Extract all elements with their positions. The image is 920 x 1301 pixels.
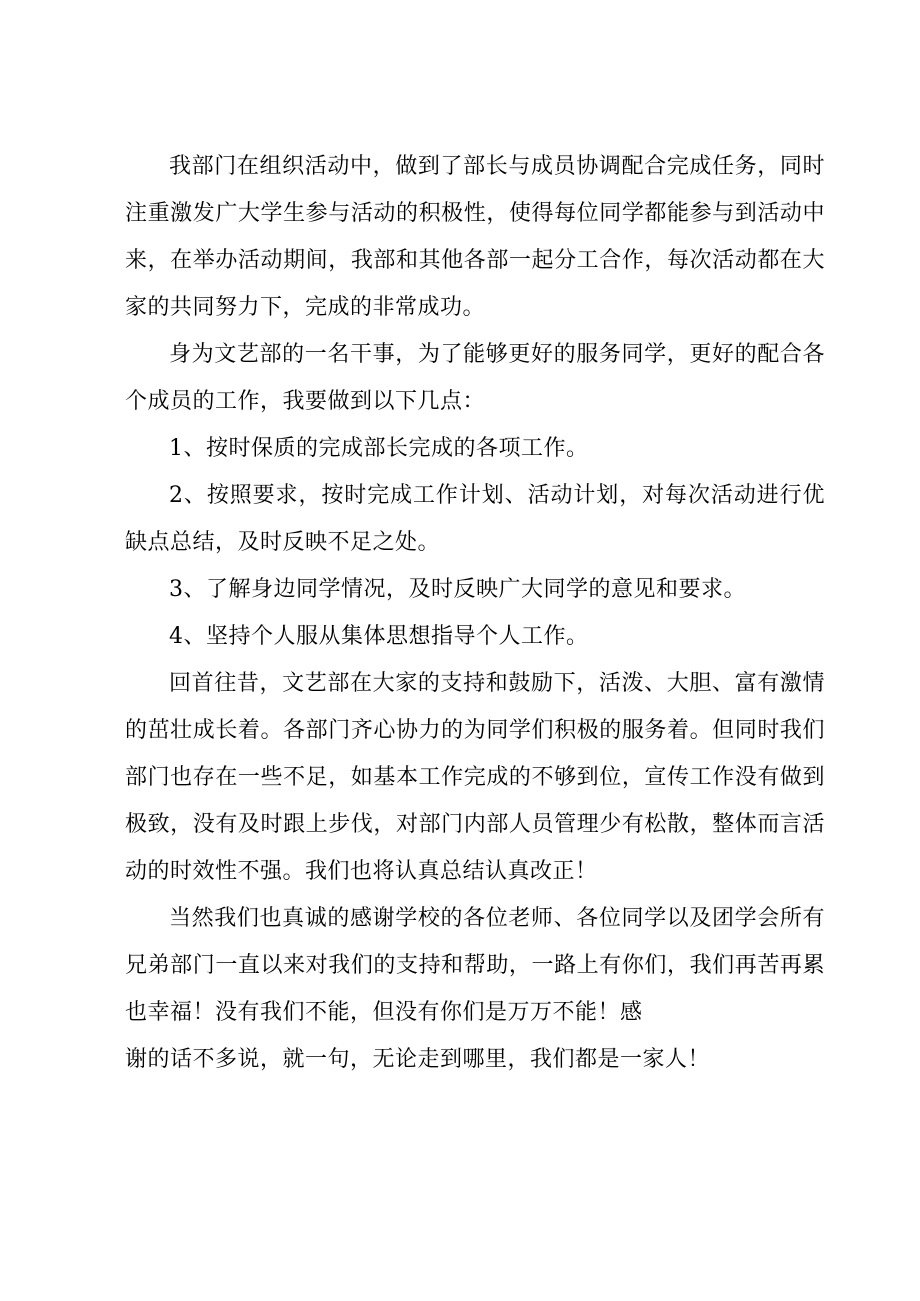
list-item-1: 1、按时保质的完成部长完成的各项工作。 — [169, 436, 589, 461]
paragraph-review: 回首往昔，文艺部在大家的支持和鼓励下，活泼、大胆、富有激情的茁壮成长着。各部门齐心协力的为同学们积极的服务着。但同时我们部门也存在一些不足，如基本工作完成的不够到位，宣传工作没有做到极致，没有及时跟上步伐，对部门内部人员管理少有松散，整体而言活动的时效性不强。我们也将认真总结认真改正！ — [125, 671, 825, 884]
paragraph-closing: 谢的话不多说，就一句，无论走到哪里，我们都是一家人！ — [125, 1047, 711, 1072]
document-body — [125, 143, 825, 1083]
paragraph-thanks: 当然我们也真诚的感谢学校的各位老师、各位同学以及团学会所有兄弟部门一直以来对我们的支持和帮助，一路上有你们，我们再苦再累也幸福！没有我们不能，但没有你们是万万不能！感 — [125, 906, 825, 1025]
list-item-2: 2、按照要求，按时完成工作计划、活动计划，对每次活动进行优缺点总结，及时反映不足之处。 — [125, 483, 825, 555]
paragraph-1: 我部门在组织活动中，做到了部长与成员协调配合完成任务，同时注重激发广大学生参与活动的积极性，使得每位同学都能参与到活动中来，在举办活动期间，我部和其他各部一起分工合作，每次活动都在大家的共同努力下，完成的非常成功。 — [125, 154, 825, 320]
list-item-3: 3、了解身边同学情况，及时反映广大同学的意见和要求。 — [169, 577, 746, 602]
list-item-4: 4、坚持个人服从集体思想指导个人工作。 — [169, 624, 589, 649]
paragraph-2: 身为文艺部的一名干事，为了能够更好的服务同学，更好的配合各个成员的工作，我要做到以下几点： — [125, 342, 825, 414]
